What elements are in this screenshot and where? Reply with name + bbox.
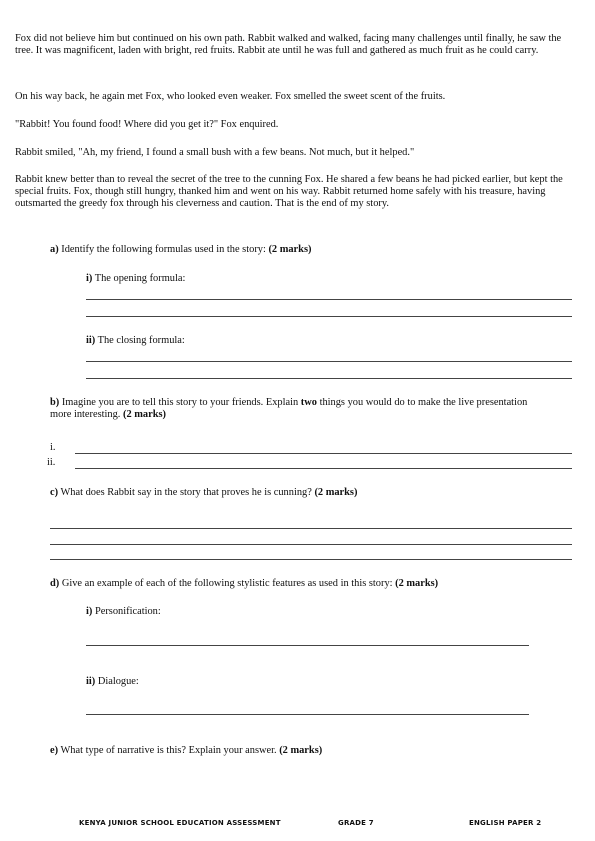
- question-a-ii-label: ii): [86, 335, 96, 346]
- question-a-marks: (2 marks): [268, 244, 312, 255]
- answer-line-a-ii-1[interactable]: [86, 361, 572, 362]
- question-a-ii-text: The closing formula:: [95, 335, 185, 346]
- question-a: [50, 244, 311, 256]
- answer-line-c-3[interactable]: [50, 559, 572, 560]
- question-c-marks: (2 marks): [314, 487, 358, 498]
- question-d-i-text: Personification:: [92, 606, 161, 617]
- question-a-ii: [86, 335, 185, 347]
- answer-line-a-i-1[interactable]: [86, 299, 572, 300]
- story-paragraph-2: On his way back, he again met Fox, who looked even weaker. Fox smelled the sweet scent of the fruits.: [15, 91, 446, 102]
- answer-line-a-ii-2[interactable]: [86, 378, 572, 379]
- question-b-bold-word: two: [300, 397, 317, 408]
- question-e: [50, 745, 322, 757]
- question-d-ii-text: Dialogue:: [95, 676, 139, 687]
- answer-line-b-ii[interactable]: [75, 468, 572, 469]
- question-c-label: c): [50, 487, 59, 498]
- footer-exam-title: KENYA JUNIOR SCHOOL EDUCATION ASSESSMENT: [79, 819, 281, 827]
- question-b-marks: (2 marks): [123, 409, 167, 421]
- question-d: [50, 578, 438, 590]
- question-b-item-i-label: i.: [50, 442, 56, 453]
- question-b-text-1: Imagine you are to tell this story to your friends. Explain: [59, 397, 301, 408]
- question-d-label: d): [50, 578, 60, 589]
- answer-line-a-i-2[interactable]: [86, 316, 572, 317]
- question-d-text: Give an example of each of the following stylistic features as used in this story:: [59, 578, 396, 589]
- story-paragraph-3: "Rabbit! You found food! Where did you get it?" Fox enquired.: [15, 119, 279, 130]
- answer-line-b-i[interactable]: [75, 453, 572, 454]
- answer-line-c-1[interactable]: [50, 528, 572, 529]
- question-d-ii: [86, 676, 139, 688]
- question-d-ii-label: ii): [86, 676, 96, 687]
- answer-line-d-ii[interactable]: [86, 714, 529, 715]
- question-b: [50, 397, 550, 421]
- question-e-marks: (2 marks): [279, 745, 323, 756]
- question-d-marks: (2 marks): [395, 578, 439, 589]
- question-a-i: [86, 273, 185, 285]
- question-b-label: b): [50, 397, 60, 408]
- answer-line-c-2[interactable]: [50, 544, 572, 545]
- footer-subject: ENGLISH PAPER 2: [469, 819, 542, 827]
- story-paragraph-4: Rabbit smiled, "Ah, my friend, I found a small bush with a few beans. Not much, but it helped.": [15, 147, 415, 158]
- question-d-i: [86, 606, 161, 618]
- question-e-text: What type of narrative is this? Explain your answer.: [58, 745, 280, 756]
- question-b-item-ii-label: ii.: [47, 457, 56, 468]
- question-a-label: a): [50, 244, 59, 255]
- story-paragraph-5: Rabbit knew better than to reveal the secret of the tree to the cunning Fox. He shared a few beans he had picked earlier, but kept the special fruits. Fox, though still hungry, thanked him and went on his way. Rabbit returned home safely with his treasure, having outsmarted the greedy fox through his cleverness and caution. That is the end of my story.: [15, 174, 563, 210]
- question-e-label: e): [50, 745, 59, 756]
- story-paragraph-1: Fox did not believe him but continued on his own path. Rabbit walked and walked, facing many challenges until finally, he saw the tree. It was magnificent, laden with bright, red fruits. Rabbit ate until he was full and gathered as much fruit as he could carry.: [15, 33, 562, 57]
- question-a-i-label: i): [86, 273, 93, 284]
- answer-line-d-i[interactable]: [86, 645, 529, 646]
- question-d-i-label: i): [86, 606, 93, 617]
- question-c-text: What does Rabbit say in the story that proves he is cunning?: [58, 487, 315, 498]
- question-a-i-text: The opening formula:: [92, 273, 186, 284]
- footer-grade: GRADE 7: [338, 819, 374, 827]
- question-b-text-2: things you would do to make the live presentation more interesting.: [50, 397, 528, 421]
- question-a-text: Identify the following formulas used in the story:: [58, 244, 269, 255]
- question-c: [50, 487, 357, 499]
